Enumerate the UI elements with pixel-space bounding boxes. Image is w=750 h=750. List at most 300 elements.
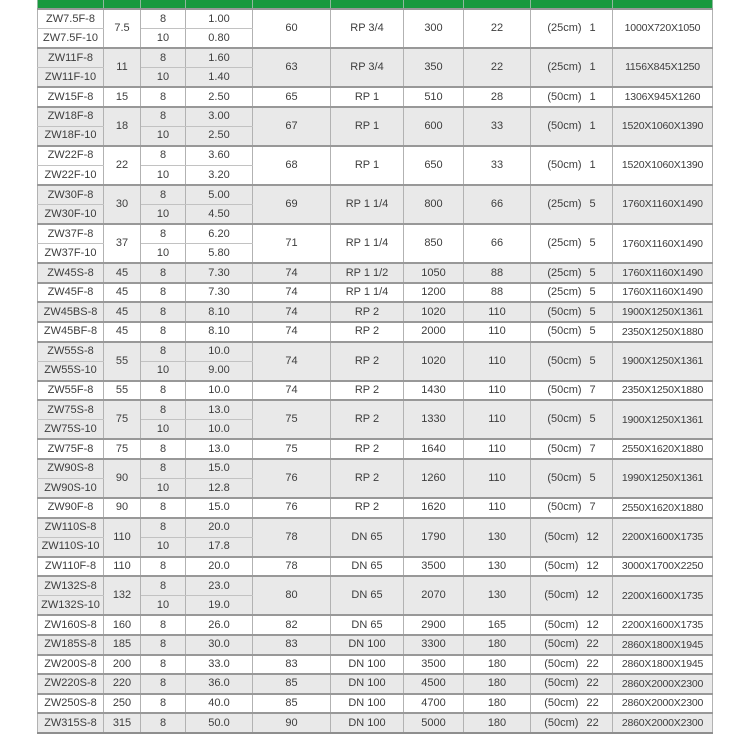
mount-label: (25cm) (547, 266, 582, 279)
cell-col4: 4.50 (186, 205, 253, 225)
cell-col5: 74 (253, 283, 331, 303)
cell-col6: RP 1 1/4 (331, 283, 404, 303)
cell-col7: 510 (404, 87, 464, 107)
cell-dims: 1760X1160X1490 (613, 224, 713, 263)
cell-col4: 3.00 (186, 107, 253, 127)
cell-col3: 8 (141, 185, 186, 205)
cell-col8: 180 (464, 635, 531, 655)
cell-col5: 78 (253, 557, 331, 577)
cell-col4: 13.0 (186, 400, 253, 420)
cell-col3: 8 (141, 87, 186, 107)
cell-col3: 8 (141, 322, 186, 342)
cell-col4: 15.0 (186, 498, 253, 518)
mount-label: (50cm) (544, 638, 579, 651)
cell-col8: 110 (464, 498, 531, 518)
cell-col3: 8 (141, 342, 186, 362)
cell-col6: DN 65 (331, 576, 404, 615)
mount-qty: 22 (586, 677, 599, 690)
cell-col5: 76 (253, 498, 331, 518)
mount-qty: 1 (589, 22, 596, 35)
table-row (38, 9, 713, 29)
table-row (38, 713, 713, 733)
cell-model: ZW220S-8 (38, 674, 104, 694)
cell-dims: 1900X1250X1361 (613, 342, 713, 381)
cell-col3: 8 (141, 439, 186, 459)
table-row (38, 459, 713, 479)
cell-col2: 7.5 (104, 9, 141, 48)
cell-col5: 63 (253, 48, 331, 87)
cell-dims: 2200X1600X1735 (613, 518, 713, 557)
cell-col5: 85 (253, 694, 331, 714)
mount-qty: 7 (589, 383, 596, 396)
mount-qty: 1 (589, 159, 596, 171)
cell-col2: 110 (104, 518, 141, 557)
cell-col5: 71 (253, 224, 331, 263)
cell-dims: 2550X1620X1880 (613, 439, 713, 459)
table-row (38, 655, 713, 675)
cell-col4: 1.00 (186, 9, 253, 29)
mount-label: (50cm) (544, 560, 579, 573)
cell-model: ZW315S-8 (38, 713, 104, 733)
cell-col5: 90 (253, 713, 331, 733)
cell-col2: 90 (104, 459, 141, 498)
table-row (38, 635, 713, 655)
cell-model: ZW132S-8 (38, 576, 104, 596)
mount-qty: 5 (589, 413, 596, 426)
cell-col6: DN 100 (331, 635, 404, 655)
cell-model: ZW90S-10 (38, 479, 104, 499)
cell-col3: 8 (141, 302, 186, 322)
cell-col4: 50.0 (186, 713, 253, 733)
cell-col4: 1.40 (186, 68, 253, 88)
cell-col7: 2070 (404, 576, 464, 615)
cell-col4: 3.60 (186, 146, 253, 166)
cell-col6: RP 2 (331, 381, 404, 401)
cell-col7: 800 (404, 185, 464, 224)
cell-mount (531, 342, 613, 381)
cell-col4: 13.0 (186, 439, 253, 459)
cell-mount (531, 185, 613, 224)
mount-label: (50cm) (544, 696, 579, 709)
cell-col4: 3.20 (186, 166, 253, 186)
cell-mount (531, 518, 613, 557)
cell-col8: 110 (464, 322, 531, 342)
cell-dims: 2860X2000X2300 (613, 713, 713, 733)
cell-model: ZW30F-10 (38, 205, 104, 225)
cell-col6: RP 2 (331, 302, 404, 322)
cell-dims: 1990X1250X1361 (613, 459, 713, 498)
cell-col7: 1620 (404, 498, 464, 518)
cell-col2: 185 (104, 635, 141, 655)
cell-col7: 1790 (404, 518, 464, 557)
cell-col3: 8 (141, 263, 186, 283)
cell-col4: 10.0 (186, 342, 253, 362)
cell-model: ZW18F-10 (38, 126, 104, 146)
header-cell-col9 (531, 0, 613, 9)
cell-col7: 300 (404, 9, 464, 48)
cell-col4: 30.0 (186, 635, 253, 655)
cell-col7: 1430 (404, 381, 464, 401)
cell-col8: 130 (464, 518, 531, 557)
cell-col5: 74 (253, 322, 331, 342)
cell-col4: 8.10 (186, 302, 253, 322)
mount-label: (50cm) (547, 501, 582, 514)
cell-col2: 55 (104, 342, 141, 381)
mount-label: (50cm) (544, 716, 579, 729)
cell-mount (531, 655, 613, 675)
header-cell-col3 (141, 0, 186, 9)
cell-col4: 0.80 (186, 29, 253, 49)
cell-dims: 1900X1250X1361 (613, 400, 713, 439)
cell-col6: RP 2 (331, 322, 404, 342)
mount-qty: 1 (589, 61, 596, 74)
mount-label: (50cm) (544, 530, 579, 543)
cell-col2: 45 (104, 302, 141, 322)
cell-dims: 2350X1250X1880 (613, 322, 713, 342)
mount-qty: 5 (589, 305, 596, 318)
mount-label: (25cm) (547, 22, 582, 35)
cell-col2: 200 (104, 655, 141, 675)
cell-col2: 45 (104, 322, 141, 342)
cell-col5: 75 (253, 400, 331, 439)
cell-col6: RP 1 (331, 87, 404, 107)
mount-label: (50cm) (547, 325, 582, 338)
cell-col8: 28 (464, 87, 531, 107)
cell-mount (531, 9, 613, 48)
cell-col5: 82 (253, 615, 331, 635)
mount-qty: 12 (586, 618, 599, 631)
cell-col8: 180 (464, 674, 531, 694)
cell-model: ZW11F-10 (38, 68, 104, 88)
cell-col5: 76 (253, 459, 331, 498)
spec-table-body (38, 9, 713, 733)
cell-mount (531, 87, 613, 107)
cell-dims: 2860X1800X1945 (613, 655, 713, 675)
cell-col2: 22 (104, 146, 141, 185)
cell-col7: 3500 (404, 655, 464, 675)
cell-col7: 1640 (404, 439, 464, 459)
cell-col3: 8 (141, 48, 186, 68)
cell-model: ZW75S-10 (38, 420, 104, 440)
mount-qty: 12 (586, 530, 599, 543)
cell-col8: 88 (464, 263, 531, 283)
mount-label: (25cm) (547, 286, 582, 299)
cell-col8: 130 (464, 576, 531, 615)
cell-col5: 67 (253, 107, 331, 146)
table-header-row (38, 0, 713, 9)
cell-col4: 8.10 (186, 322, 253, 342)
cell-dims: 2350X1250X1880 (613, 381, 713, 401)
cell-col7: 850 (404, 224, 464, 263)
cell-model: ZW45S-8 (38, 263, 104, 283)
cell-col7: 1020 (404, 302, 464, 322)
cell-col6: DN 65 (331, 615, 404, 635)
cell-col6: DN 100 (331, 694, 404, 714)
cell-col7: 1260 (404, 459, 464, 498)
cell-col6: RP 3/4 (331, 9, 404, 48)
cell-col4: 10.0 (186, 420, 253, 440)
cell-col3: 8 (141, 576, 186, 596)
cell-mount (531, 146, 613, 185)
cell-col3: 10 (141, 29, 186, 49)
cell-col5: 74 (253, 381, 331, 401)
cell-mount (531, 263, 613, 283)
cell-dims: 1306X945X1260 (613, 87, 713, 107)
cell-model: ZW15F-8 (38, 87, 104, 107)
cell-col7: 4500 (404, 674, 464, 694)
cell-mount (531, 224, 613, 263)
cell-col4: 2.50 (186, 126, 253, 146)
cell-col6: DN 100 (331, 655, 404, 675)
cell-col7: 2900 (404, 615, 464, 635)
cell-col8: 165 (464, 615, 531, 635)
cell-col3: 10 (141, 205, 186, 225)
cell-col3: 8 (141, 381, 186, 401)
cell-col6: RP 1 1/4 (331, 224, 404, 263)
mount-qty: 5 (589, 354, 596, 367)
cell-dims: 2550X1620X1880 (613, 498, 713, 518)
cell-col8: 180 (464, 655, 531, 675)
cell-col4: 1.60 (186, 48, 253, 68)
cell-col2: 132 (104, 576, 141, 615)
table-row (38, 107, 713, 127)
cell-col2: 11 (104, 48, 141, 87)
cell-col4: 19.0 (186, 596, 253, 616)
table-row (38, 439, 713, 459)
cell-dims: 1520X1060X1390 (613, 107, 713, 146)
cell-model: ZW22F-8 (38, 146, 104, 166)
cell-col6: DN 65 (331, 518, 404, 557)
cell-col2: 18 (104, 107, 141, 146)
cell-col7: 650 (404, 146, 464, 185)
cell-col5: 80 (253, 576, 331, 615)
header-cell-col5 (253, 0, 331, 9)
cell-col3: 8 (141, 400, 186, 420)
cell-col4: 6.20 (186, 224, 253, 244)
cell-col7: 1050 (404, 263, 464, 283)
cell-col6: RP 1 (331, 107, 404, 146)
cell-col3: 8 (141, 694, 186, 714)
cell-col3: 8 (141, 557, 186, 577)
cell-col3: 10 (141, 596, 186, 616)
cell-col4: 20.0 (186, 518, 253, 538)
table-row (38, 615, 713, 635)
cell-col2: 250 (104, 694, 141, 714)
mount-qty: 7 (589, 442, 596, 455)
cell-col3: 8 (141, 459, 186, 479)
table-row (38, 674, 713, 694)
cell-col2: 45 (104, 283, 141, 303)
cell-col4: 10.0 (186, 381, 253, 401)
header-cell-col4 (186, 0, 253, 9)
cell-col5: 83 (253, 635, 331, 655)
mount-qty: 22 (586, 716, 599, 729)
cell-col6: RP 2 (331, 498, 404, 518)
cell-model: ZW45BS-8 (38, 302, 104, 322)
cell-dims: 2200X1600X1735 (613, 576, 713, 615)
cell-model: ZW75S-8 (38, 400, 104, 420)
cell-mount (531, 381, 613, 401)
table-row (38, 283, 713, 303)
cell-col2: 75 (104, 439, 141, 459)
cell-mount (531, 615, 613, 635)
cell-col8: 130 (464, 557, 531, 577)
cell-col3: 8 (141, 674, 186, 694)
cell-col2: 30 (104, 185, 141, 224)
cell-col8: 88 (464, 283, 531, 303)
cell-col3: 10 (141, 126, 186, 146)
cell-col2: 55 (104, 381, 141, 401)
cell-col4: 2.50 (186, 87, 253, 107)
mount-qty: 5 (589, 198, 596, 211)
cell-col4: 7.30 (186, 283, 253, 303)
cell-model: ZW55F-8 (38, 381, 104, 401)
cell-col7: 2000 (404, 322, 464, 342)
cell-col4: 9.00 (186, 361, 253, 381)
cell-model: ZW90F-8 (38, 498, 104, 518)
table-row (38, 87, 713, 107)
cell-mount (531, 498, 613, 518)
cell-col6: DN 100 (331, 674, 404, 694)
cell-col6: RP 1 1/2 (331, 263, 404, 283)
cell-col8: 110 (464, 439, 531, 459)
cell-col3: 8 (141, 107, 186, 127)
cell-mount (531, 459, 613, 498)
header-cell-col7 (404, 0, 464, 9)
mount-label: (25cm) (547, 198, 582, 211)
cell-col3: 8 (141, 615, 186, 635)
cell-mount (531, 576, 613, 615)
cell-mount (531, 713, 613, 733)
cell-col2: 220 (104, 674, 141, 694)
table-row (38, 302, 713, 322)
mount-qty: 12 (586, 560, 599, 573)
cell-model: ZW45BF-8 (38, 322, 104, 342)
cell-col4: 15.0 (186, 459, 253, 479)
header-cell-col10 (613, 0, 713, 9)
table-header (38, 0, 713, 9)
cell-dims: 1760X1160X1490 (613, 283, 713, 303)
cell-col5: 75 (253, 439, 331, 459)
cell-col3: 10 (141, 244, 186, 264)
mount-qty: 5 (589, 325, 596, 338)
cell-model: ZW132S-10 (38, 596, 104, 616)
cell-col5: 69 (253, 185, 331, 224)
mount-label: (50cm) (544, 589, 579, 602)
cell-col4: 17.8 (186, 537, 253, 557)
cell-dims: 1760X1160X1490 (613, 263, 713, 283)
cell-col2: 37 (104, 224, 141, 263)
cell-model: ZW11F-8 (38, 48, 104, 68)
cell-dims: 1156X845X1250 (613, 48, 713, 87)
cell-col4: 26.0 (186, 615, 253, 635)
mount-label: (50cm) (544, 657, 579, 670)
mount-label: (50cm) (547, 442, 582, 455)
cell-mount (531, 283, 613, 303)
mount-label: (25cm) (547, 61, 582, 74)
cell-col2: 15 (104, 87, 141, 107)
cell-col8: 110 (464, 381, 531, 401)
cell-col3: 10 (141, 166, 186, 186)
cell-model: ZW55S-8 (38, 342, 104, 362)
cell-col8: 110 (464, 302, 531, 322)
cell-model: ZW22F-10 (38, 166, 104, 186)
cell-mount (531, 557, 613, 577)
table-row (38, 322, 713, 342)
cell-col8: 66 (464, 185, 531, 224)
mount-qty: 22 (586, 696, 599, 709)
mount-qty: 12 (586, 589, 599, 602)
mount-label: (50cm) (547, 354, 582, 367)
cell-col3: 10 (141, 68, 186, 88)
cell-col3: 8 (141, 655, 186, 675)
cell-col6: DN 65 (331, 557, 404, 577)
cell-col3: 10 (141, 537, 186, 557)
header-cell-col6 (331, 0, 404, 9)
cell-col2: 45 (104, 263, 141, 283)
cell-model: ZW30F-8 (38, 185, 104, 205)
table-row (38, 224, 713, 244)
mount-label: (50cm) (547, 305, 582, 318)
cell-model: ZW37F-8 (38, 224, 104, 244)
cell-mount (531, 635, 613, 655)
table-row (38, 263, 713, 283)
cell-col5: 83 (253, 655, 331, 675)
cell-col5: 74 (253, 263, 331, 283)
cell-col8: 66 (464, 224, 531, 263)
cell-col7: 3500 (404, 557, 464, 577)
cell-col3: 10 (141, 361, 186, 381)
cell-col3: 10 (141, 420, 186, 440)
mount-label: (50cm) (544, 618, 579, 631)
cell-col5: 60 (253, 9, 331, 48)
cell-col8: 110 (464, 342, 531, 381)
cell-dims: 2860X1800X1945 (613, 635, 713, 655)
cell-col2: 90 (104, 498, 141, 518)
table-row (38, 48, 713, 68)
header-cell-col1 (38, 0, 104, 9)
cell-col3: 8 (141, 635, 186, 655)
cell-col3: 8 (141, 146, 186, 166)
cell-col8: 110 (464, 459, 531, 498)
cell-dims: 1900X1250X1361 (613, 302, 713, 322)
cell-col6: RP 3/4 (331, 48, 404, 87)
cell-col3: 8 (141, 283, 186, 303)
cell-col7: 1200 (404, 283, 464, 303)
cell-col4: 33.0 (186, 655, 253, 675)
table-row (38, 400, 713, 420)
mount-label: (50cm) (547, 472, 582, 484)
table-row (38, 518, 713, 538)
cell-dims: 2860X2000X2300 (613, 674, 713, 694)
cell-col5: 78 (253, 518, 331, 557)
cell-model: ZW18F-8 (38, 107, 104, 127)
table-row (38, 342, 713, 362)
cell-col3: 8 (141, 713, 186, 733)
cell-col5: 65 (253, 87, 331, 107)
cell-mount (531, 48, 613, 87)
cell-mount (531, 674, 613, 694)
cell-model: ZW110F-8 (38, 557, 104, 577)
cell-col4: 5.00 (186, 185, 253, 205)
mount-qty: 5 (589, 237, 596, 250)
cell-col5: 85 (253, 674, 331, 694)
mount-label: (25cm) (547, 237, 582, 250)
cell-model: ZW110S-8 (38, 518, 104, 538)
cell-col8: 22 (464, 48, 531, 87)
mount-qty: 5 (589, 472, 596, 484)
cell-col6: RP 1 1/4 (331, 185, 404, 224)
